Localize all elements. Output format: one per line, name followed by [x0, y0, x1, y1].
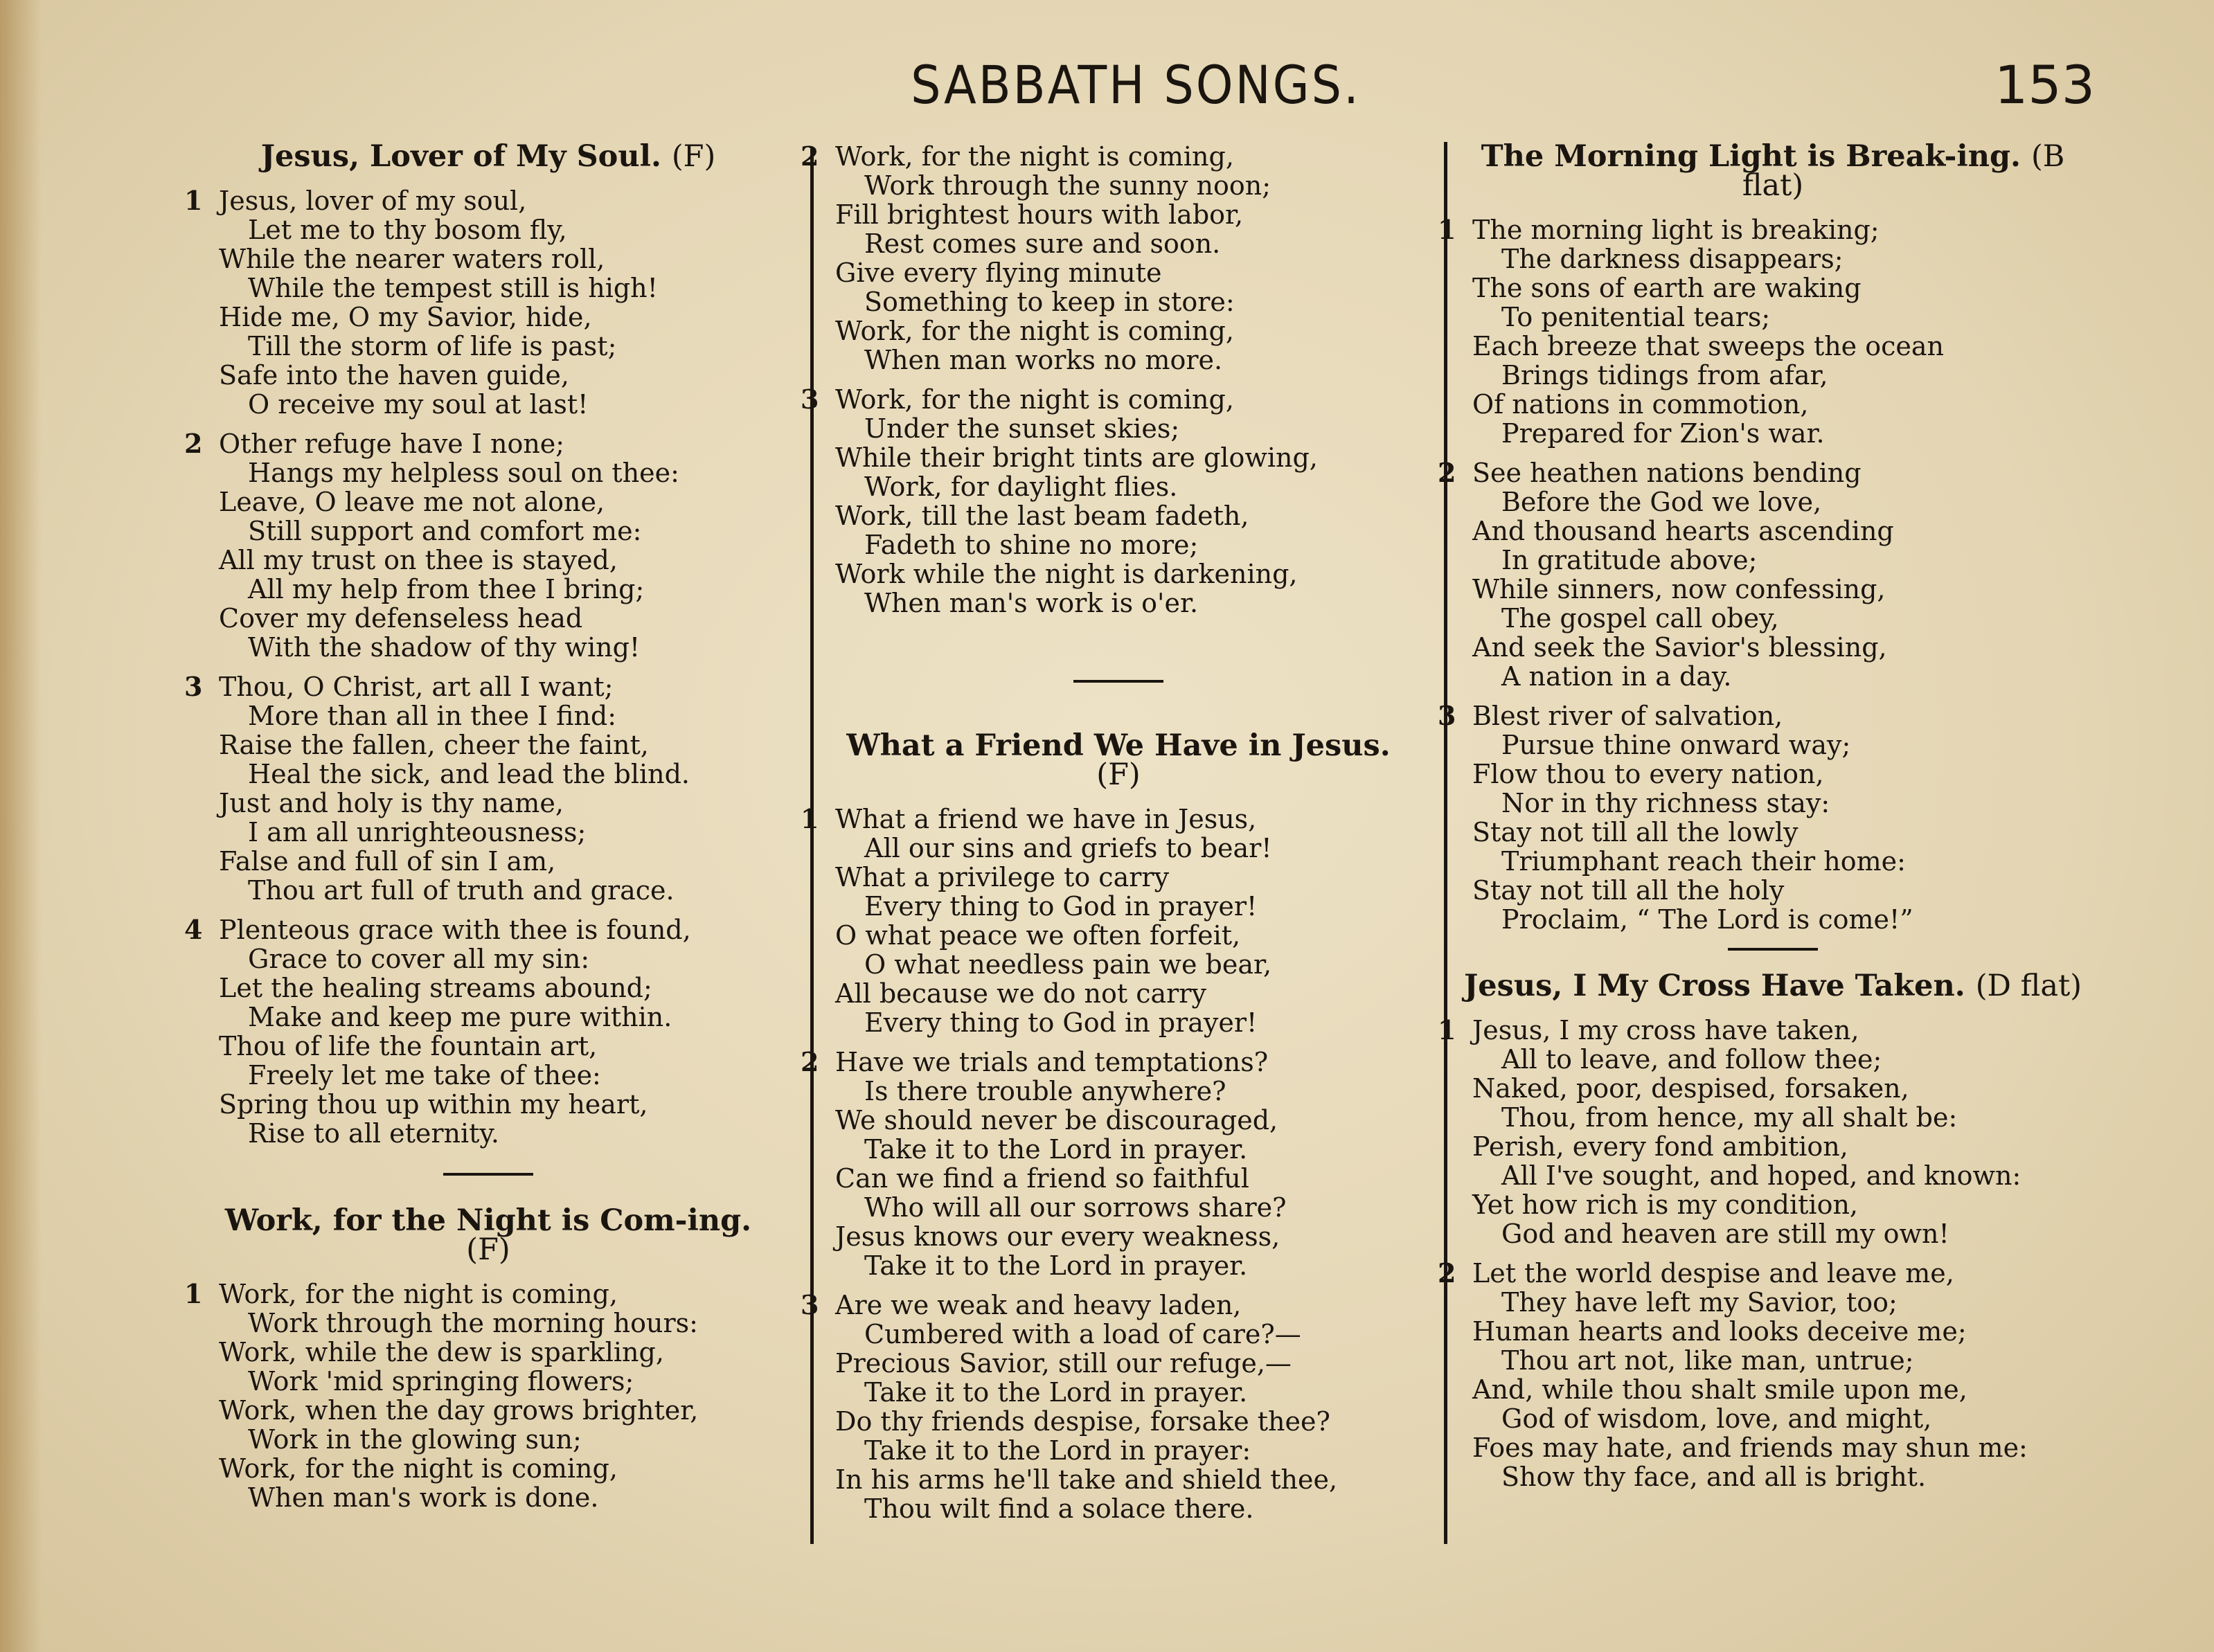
verse-line: O what peace we often forfeit,: [835, 920, 1241, 951]
verse-line: God and heaven are still my own!: [1501, 1219, 1949, 1249]
verse-line: Can we find a friend so faithful: [835, 1163, 1249, 1194]
song-title: [208, 1203, 769, 1267]
verse-line: Naked, poor, despised, forsaken,: [1472, 1073, 1909, 1104]
song-title-text: The Morning Light is Break-ing.: [1481, 139, 2021, 174]
verse-number: 1: [1438, 1014, 1456, 1045]
song-title: [824, 728, 1413, 792]
verse-line: What a friend we have in Jesus,: [835, 804, 1257, 834]
song-title-text: What a Friend We Have in Jesus.: [846, 728, 1391, 763]
verse-number: 4: [184, 914, 203, 945]
verse-line: Thou, from hence, my all shalt be:: [1501, 1102, 1958, 1133]
verse-line: Under the sunset skies;: [864, 413, 1180, 444]
verse-line: While sinners, now confessing,: [1472, 574, 1886, 604]
column-divider-right: [1444, 142, 1447, 1544]
verse-line: Leave, O leave me not alone,: [219, 487, 605, 517]
verse: [184, 914, 769, 1149]
verse-line: Freely let me take of thee:: [248, 1060, 601, 1090]
verse-line: Prepared for Zion's war.: [1501, 418, 1825, 449]
verse-line: All our sins and griefs to bear!: [864, 833, 1272, 863]
song-key: (B flat): [1742, 139, 2065, 203]
verse-line: See heathen nations bending: [1472, 458, 1862, 488]
verse-number: 1: [184, 185, 203, 216]
verse-line: Make and keep me pure within.: [248, 1002, 672, 1032]
verse-line: Give every flying minute: [835, 258, 1162, 288]
song-separator: [443, 1173, 533, 1176]
verse-line: Let me to thy bosom fly,: [248, 215, 567, 245]
song-title-text: Jesus, I My Cross Have Taken.: [1463, 969, 1965, 1003]
verse-number: 2: [1438, 457, 1456, 488]
verse-line: All my help from thee I bring;: [248, 574, 645, 604]
column-2: [801, 141, 1413, 1534]
verse-line: And thousand hearts ascending: [1472, 516, 1894, 546]
verse: [801, 1046, 1413, 1281]
verse-line: Hangs my helpless soul on thee:: [248, 458, 679, 488]
verse-line: We should never be discouraged,: [835, 1105, 1278, 1135]
verse-line: While their bright tints are glowing,: [835, 442, 1318, 473]
verse: [184, 671, 769, 906]
verse-line: Thou wilt find a solace there.: [864, 1493, 1254, 1524]
verse-line: All because we do not carry: [835, 978, 1206, 1009]
verse-line: A nation in a day.: [1501, 661, 1732, 692]
verse-line: Fadeth to shine no more;: [864, 530, 1199, 560]
verse-line: Heal the sick, and lead the blind.: [248, 759, 690, 789]
verse-line: The gospel call obey,: [1501, 603, 1779, 634]
verse-line: Are we weak and heavy laden,: [835, 1290, 1242, 1320]
verse-line: Take it to the Lord in prayer:: [864, 1435, 1251, 1466]
verse-line: Something to keep in store:: [864, 287, 1235, 317]
verse-line: Jesus, I my cross have taken,: [1472, 1015, 1859, 1045]
verse-line: Rest comes sure and soon.: [864, 228, 1221, 259]
verse-line: Thou of life the fountain art,: [219, 1031, 598, 1061]
verses: [184, 1278, 769, 1513]
verse-line: While the tempest still is high!: [248, 273, 658, 303]
verse: [1438, 214, 2084, 449]
verse-line: The sons of earth are waking: [1472, 273, 1862, 303]
verse-line: Brings tidings from afar,: [1501, 360, 1828, 390]
verse: [184, 1278, 769, 1513]
page-number: 153: [1994, 54, 2096, 116]
verse-line: Each breeze that sweeps the ocean: [1472, 331, 1945, 361]
verse: [1438, 1014, 2084, 1249]
song-work-for-the-night-continued: [801, 141, 1413, 618]
verse-line: Before the God we love,: [1501, 487, 1822, 517]
verse-line: Show thy face, and all is bright.: [1501, 1462, 1927, 1492]
song-key: (F): [466, 1232, 510, 1267]
verse-line: Work through the sunny noon;: [864, 170, 1271, 201]
column-divider-left: [810, 149, 814, 1544]
verse-line: To penitential tears;: [1501, 302, 1771, 332]
verse-line: When man's work is o'er.: [864, 588, 1199, 618]
verse-line: Proclaim, “ The Lord is come!”: [1501, 904, 1913, 935]
page-edge-shadow: [0, 0, 42, 1652]
verse: [801, 1289, 1413, 1524]
verse: [801, 141, 1413, 375]
verse: [1438, 700, 2084, 935]
song-separator: [1728, 948, 1818, 951]
verse-line: The darkness disappears;: [1501, 244, 1843, 274]
verse-line: Perish, every fond ambition,: [1472, 1131, 1848, 1162]
column-1: [184, 139, 769, 1523]
verse-number: 2: [184, 428, 203, 459]
verse-line: Work in the glowing sun;: [248, 1424, 582, 1455]
verse-line: Every thing to God in prayer!: [864, 891, 1258, 922]
verse-line: Cumbered with a load of care?—: [864, 1319, 1301, 1349]
verse-number: 2: [801, 1046, 819, 1077]
verses: [1438, 214, 2084, 935]
verse-line: They have left my Savior, too;: [1501, 1287, 1898, 1318]
verse-line: What a privilege to carry: [835, 862, 1170, 892]
song-jesus-lover-of-my-soul: [184, 139, 769, 1149]
verse-line: Precious Savior, still our refuge,—: [835, 1348, 1292, 1379]
verse-line: God of wisdom, love, and might,: [1501, 1403, 1932, 1434]
verse-line: Thou, O Christ, art all I want;: [219, 672, 614, 702]
verse-line: Thou art not, like man, untrue;: [1501, 1345, 1914, 1376]
verse-line: Work 'mid springing flowers;: [248, 1366, 634, 1397]
verse-line: Is there trouble anywhere?: [864, 1076, 1226, 1106]
verse-line: Till the storm of life is past;: [248, 331, 617, 361]
page-title: SABBATH SONGS.: [911, 54, 1361, 116]
verse-line: Let the world despise and leave me,: [1472, 1258, 1954, 1289]
verse-line: Do thy friends despise, forsake thee?: [835, 1406, 1330, 1437]
song-key: (D flat): [1975, 969, 2082, 1003]
verse-line: Other refuge have I none;: [219, 429, 565, 459]
verse-line: Work, for the night is coming,: [835, 316, 1234, 346]
verses: [1438, 1014, 2084, 1492]
verse-line: Stay not till all the lowly: [1472, 817, 1798, 847]
verse-number: 1: [801, 803, 819, 834]
verse-line: Stay not till all the holy: [1472, 875, 1785, 906]
song-what-a-friend: [801, 728, 1413, 1524]
verse: [801, 384, 1413, 618]
verse-line: More than all in thee I find:: [248, 701, 617, 731]
verse-line: Rise to all eternity.: [248, 1118, 499, 1149]
verse-line: Work, till the last beam fadeth,: [835, 501, 1249, 531]
verse-line: With the shadow of thy wing!: [248, 632, 641, 663]
verse-line: Have we trials and temptations?: [835, 1047, 1269, 1077]
verse-line: Work, for daylight flies.: [864, 472, 1178, 502]
verse-line: Who will all our sorrows share?: [864, 1192, 1287, 1223]
verse-line: Take it to the Lord in prayer.: [864, 1134, 1248, 1165]
verse: [184, 185, 769, 420]
verse-line: Work, for the night is coming,: [219, 1453, 618, 1484]
verse-line: Nor in thy richness stay:: [1501, 788, 1830, 818]
verse-number: 2: [801, 141, 819, 172]
verse-line: Human hearts and looks deceive me;: [1472, 1316, 1967, 1347]
verse: [184, 428, 769, 663]
verse-line: Take it to the Lord in prayer.: [864, 1250, 1248, 1281]
verse-line: Yet how rich is my condition,: [1472, 1189, 1859, 1220]
verse-line: All to leave, and follow thee;: [1501, 1044, 1882, 1075]
verse-line: Take it to the Lord in prayer.: [864, 1377, 1248, 1408]
verse: [1438, 457, 2084, 692]
verse-line: O receive my soul at last!: [248, 389, 589, 420]
verse-line: Thou art full of truth and grace.: [248, 875, 675, 906]
verse-line: Jesus knows our every weakness,: [835, 1221, 1280, 1252]
verse-line: Cover my defenseless head: [219, 603, 583, 634]
verse-line: Jesus, lover of my soul,: [219, 186, 527, 216]
verse-line: Still support and comfort me:: [248, 516, 642, 546]
song-title: [1461, 139, 2084, 203]
verse-line: The morning light is breaking;: [1472, 215, 1880, 245]
verse-number: 3: [184, 671, 203, 702]
song-title: [208, 139, 769, 174]
verse-line: Pursue thine onward way;: [1501, 730, 1851, 760]
verse-line: Raise the fallen, cheer the faint,: [219, 730, 649, 760]
verse-line: All my trust on thee is stayed,: [219, 545, 618, 575]
verse-line: Blest river of salvation,: [1472, 701, 1783, 731]
song-key: (F): [671, 139, 716, 174]
verses: [801, 141, 1413, 618]
verse-line: Triumphant reach their home:: [1501, 846, 1906, 877]
verse-line: And, while thou shalt smile upon me,: [1472, 1374, 1967, 1405]
verse-line: Let the healing streams abound;: [219, 973, 652, 1003]
song-work-for-the-night: [184, 1203, 769, 1513]
song-title-text: Jesus, Lover of My Soul.: [260, 139, 661, 174]
verse-line: False and full of sin I am,: [219, 846, 556, 877]
verse-line: Plenteous grace with thee is found,: [219, 915, 691, 945]
verse-line: Work, while the dew is sparkling,: [219, 1337, 664, 1367]
verses: [184, 185, 769, 1149]
verse-number: 2: [1438, 1257, 1456, 1289]
verse-line: I am all unrighteousness;: [248, 817, 587, 847]
verse-number: 1: [184, 1278, 203, 1309]
verse-line: While the nearer waters roll,: [219, 244, 605, 274]
verse-line: Spring thou up within my heart,: [219, 1089, 648, 1120]
verse-number: 3: [801, 384, 819, 415]
verse-line: Work, for the night is coming,: [835, 384, 1234, 415]
verse-number: 3: [801, 1289, 819, 1320]
verse-line: And seek the Savior's blessing,: [1472, 632, 1887, 663]
verse-line: Grace to cover all my sin:: [248, 944, 590, 974]
song-key: (F): [1096, 757, 1141, 792]
verse-line: In gratitude above;: [1501, 545, 1758, 575]
verse: [801, 803, 1413, 1038]
column-3: [1438, 139, 2084, 1502]
verse-line: Every thing to God in prayer!: [864, 1007, 1258, 1038]
song-jesus-i-my-cross: [1438, 969, 2084, 1492]
verse-line: In his arms he'll take and shield thee,: [835, 1464, 1338, 1495]
verse-line: Work while the night is darkening,: [835, 559, 1298, 589]
verse-line: Work, for the night is coming,: [219, 1279, 618, 1309]
song-title: [1461, 969, 2084, 1003]
verse: [1438, 1257, 2084, 1492]
verse-line: O what needless pain we bear,: [864, 949, 1272, 980]
verse-line: Fill brightest hours with labor,: [835, 199, 1244, 230]
verse-line: Of nations in commotion,: [1472, 389, 1809, 420]
song-title-text: Work, for the Night is Com-ing.: [224, 1203, 752, 1238]
verse-line: Hide me, O my Savior, hide,: [219, 302, 592, 332]
song-morning-light: [1438, 139, 2084, 935]
verse-number: 3: [1438, 700, 1456, 731]
verse-line: Just and holy is thy name,: [219, 788, 564, 818]
verse-line: All I've sought, and hoped, and known:: [1501, 1160, 2021, 1191]
verse-line: Work, for the night is coming,: [835, 141, 1234, 172]
verse-line: Flow thou to every nation,: [1472, 759, 1824, 789]
song-separator: [1073, 680, 1163, 683]
verses: [801, 803, 1413, 1524]
verse-line: Foes may hate, and friends may shun me:: [1472, 1433, 2028, 1463]
verse-line: When man works no more.: [864, 345, 1223, 375]
verse-line: Work, when the day grows brighter,: [219, 1395, 699, 1426]
verse-number: 1: [1438, 214, 1456, 245]
verse-line: When man's work is done.: [248, 1482, 599, 1513]
verse-line: Work through the morning hours:: [248, 1308, 698, 1338]
verse-line: Safe into the haven guide,: [219, 360, 569, 390]
